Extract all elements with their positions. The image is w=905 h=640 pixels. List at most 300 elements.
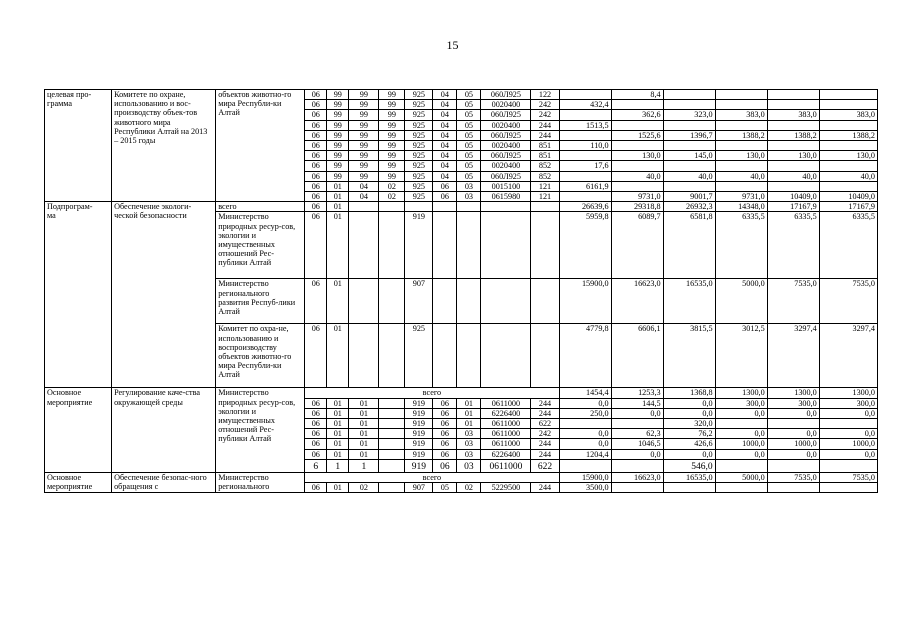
value-cell: 1513,5	[559, 120, 611, 130]
value-cell: 0,0	[819, 449, 877, 459]
code-cell: 99	[327, 141, 349, 151]
code-cell	[349, 202, 379, 212]
value-cell	[663, 181, 715, 191]
code-cell	[481, 324, 531, 388]
code-cell: 06	[305, 141, 327, 151]
code-cell: 925	[405, 181, 433, 191]
value-cell: 0,0	[767, 408, 819, 418]
code-cell: 244	[531, 449, 559, 459]
code-cell: 0020400	[481, 161, 531, 171]
code-cell: 0611000	[481, 439, 531, 449]
code-cell: 919	[405, 212, 433, 279]
code-cell: 242	[531, 429, 559, 439]
code-cell	[457, 212, 481, 279]
code-cell: 01	[349, 429, 379, 439]
code-cell: 01	[349, 398, 379, 408]
code-cell: 060Л925	[481, 171, 531, 181]
value-cell: 130,0	[819, 151, 877, 161]
value-cell: 62,3	[611, 429, 663, 439]
executor-cell: Министерство природных ресур-сов, экологии и имущественных отношений Рес-публики Алтай	[216, 212, 305, 279]
code-cell: 925	[405, 192, 433, 202]
code-cell: 244	[531, 439, 559, 449]
value-cell	[715, 161, 767, 171]
value-cell	[663, 100, 715, 110]
code-cell: 04	[433, 120, 457, 130]
code-cell: 060Л925	[481, 110, 531, 120]
code-cell: 06	[433, 449, 457, 459]
value-cell	[559, 419, 611, 429]
table-row	[45, 202, 878, 212]
code-cell: 907	[405, 483, 433, 493]
code-cell: 244	[531, 398, 559, 408]
program-name-cell: Обеспечение экологи-ческой безопасности	[112, 202, 216, 388]
value-cell	[663, 120, 715, 130]
value-cell: 29318,8	[611, 202, 663, 212]
program-type-cell: Подпрограм- ма	[45, 202, 112, 388]
code-cell	[379, 429, 405, 439]
code-cell: 99	[349, 100, 379, 110]
code-cell: 919	[405, 439, 433, 449]
value-cell	[767, 100, 819, 110]
code-cell: 05	[433, 483, 457, 493]
value-cell: 1388,2	[819, 130, 877, 140]
code-cell: 06	[305, 212, 327, 279]
code-cell: 05	[457, 130, 481, 140]
code-cell: 99	[379, 120, 405, 130]
code-cell: 02	[379, 181, 405, 191]
code-cell: 06	[305, 483, 327, 493]
code-cell: 01	[327, 398, 349, 408]
code-cell: 99	[327, 171, 349, 181]
value-cell: 6335,5	[819, 212, 877, 279]
value-cell	[819, 120, 877, 130]
value-cell: 4779,8	[559, 324, 611, 388]
value-cell: 0,0	[715, 429, 767, 439]
value-cell: 546,0	[663, 459, 715, 472]
code-cell: 06	[305, 192, 327, 202]
value-cell: 0,0	[819, 408, 877, 418]
code-cell: 03	[457, 192, 481, 202]
code-cell: 04	[433, 110, 457, 120]
code-cell: 99	[327, 120, 349, 130]
total-label-cell: всего	[305, 472, 559, 482]
budget-table	[44, 89, 878, 493]
code-cell: 919	[405, 419, 433, 429]
value-cell	[767, 419, 819, 429]
code-cell: 06	[305, 439, 327, 449]
value-cell: 3297,4	[767, 324, 819, 388]
code-cell: 6226400	[481, 408, 531, 418]
value-cell: 76,2	[663, 429, 715, 439]
code-cell: 060Л925	[481, 130, 531, 140]
code-cell: 99	[327, 130, 349, 140]
code-cell: 05	[457, 110, 481, 120]
code-cell: 919	[405, 449, 433, 459]
code-cell: 919	[405, 459, 433, 472]
value-cell: 383,0	[715, 110, 767, 120]
code-cell	[379, 459, 405, 472]
code-cell: 852	[531, 161, 559, 171]
executor-cell: Комитет по охра-не, использованию и воспроизводству объектов животно-го мира Республи-ки Алтай	[216, 324, 305, 388]
program-name-cell: Обеспечение безопас-ного обращения с	[112, 472, 216, 492]
value-cell	[819, 459, 877, 472]
code-cell: 622	[531, 459, 559, 472]
code-cell: 02	[457, 483, 481, 493]
value-cell	[611, 161, 663, 171]
table-row	[45, 472, 878, 482]
value-cell: 3815,5	[663, 324, 715, 388]
code-cell: 05	[457, 120, 481, 130]
code-cell: 99	[349, 151, 379, 161]
value-cell	[663, 141, 715, 151]
code-cell: 06	[433, 439, 457, 449]
code-cell	[531, 212, 559, 279]
code-cell: 060Л925	[481, 151, 531, 161]
value-cell: 145,0	[663, 151, 715, 161]
value-cell: 17167,9	[767, 202, 819, 212]
executor-cell: Министерство регионального	[216, 472, 305, 492]
code-cell: 06	[305, 90, 327, 100]
value-cell: 7535,0	[767, 279, 819, 324]
executor-cell: всего	[216, 202, 305, 212]
code-cell: 99	[349, 141, 379, 151]
value-cell	[767, 120, 819, 130]
code-cell: 01	[349, 439, 379, 449]
value-cell	[559, 151, 611, 161]
value-cell: 1368,8	[663, 388, 715, 398]
value-cell: 40,0	[767, 171, 819, 181]
code-cell	[379, 279, 405, 324]
code-cell: 925	[405, 151, 433, 161]
value-cell: 0,0	[559, 398, 611, 408]
code-cell: 060Л925	[481, 90, 531, 100]
value-cell: 1300,0	[715, 388, 767, 398]
value-cell: 0,0	[715, 449, 767, 459]
code-cell: 99	[379, 141, 405, 151]
value-cell: 3297,4	[819, 324, 877, 388]
value-cell: 0,0	[715, 408, 767, 418]
code-cell: 06	[433, 408, 457, 418]
value-cell: 1253,3	[611, 388, 663, 398]
code-cell: 06	[433, 419, 457, 429]
code-cell: 01	[327, 449, 349, 459]
value-cell	[819, 141, 877, 151]
code-cell: 0611000	[481, 419, 531, 429]
code-cell	[433, 279, 457, 324]
value-cell: 5959,8	[559, 212, 611, 279]
value-cell: 300,0	[819, 398, 877, 408]
code-cell: 01	[327, 212, 349, 279]
value-cell: 14348,0	[715, 202, 767, 212]
value-cell	[559, 130, 611, 140]
code-cell: 0611000	[481, 398, 531, 408]
code-cell: 01	[327, 483, 349, 493]
code-cell	[481, 202, 531, 212]
code-cell: 04	[349, 181, 379, 191]
value-cell: 0,0	[767, 449, 819, 459]
code-cell: 04	[433, 90, 457, 100]
value-cell: 250,0	[559, 408, 611, 418]
code-cell: 925	[405, 120, 433, 130]
page-number: 15	[446, 38, 459, 52]
code-cell: 01	[327, 192, 349, 202]
code-cell: 99	[379, 130, 405, 140]
value-cell	[715, 100, 767, 110]
value-cell	[715, 181, 767, 191]
code-cell: 06	[305, 120, 327, 130]
code-cell: 05	[457, 100, 481, 110]
code-cell	[379, 324, 405, 388]
code-cell: 05	[457, 151, 481, 161]
code-cell: 04	[433, 171, 457, 181]
code-cell: 02	[349, 483, 379, 493]
value-cell	[715, 419, 767, 429]
value-cell: 0,0	[663, 408, 715, 418]
code-cell: 925	[405, 110, 433, 120]
code-cell	[433, 324, 457, 388]
value-cell: 10409,0	[819, 192, 877, 202]
code-cell	[349, 279, 379, 324]
code-cell: 0020400	[481, 141, 531, 151]
code-cell: 06	[433, 181, 457, 191]
code-cell: 925	[405, 171, 433, 181]
code-cell	[433, 212, 457, 279]
program-type-cell: целевая про- грамма	[45, 90, 112, 202]
code-cell: 05	[457, 161, 481, 171]
code-cell: 06	[305, 429, 327, 439]
value-cell	[611, 419, 663, 429]
value-cell: 15900,0	[559, 279, 611, 324]
value-cell	[715, 483, 767, 493]
code-cell: 99	[327, 110, 349, 120]
code-cell: 06	[305, 181, 327, 191]
value-cell: 130,0	[767, 151, 819, 161]
value-cell: 9731,0	[715, 192, 767, 202]
code-cell	[457, 324, 481, 388]
executor-cell: Министерство регионального развития Респуб-лики Алтай	[216, 279, 305, 324]
code-cell: 06	[433, 429, 457, 439]
value-cell	[611, 141, 663, 151]
value-cell	[611, 120, 663, 130]
value-cell: 0,0	[559, 439, 611, 449]
code-cell: 04	[349, 192, 379, 202]
value-cell	[819, 181, 877, 191]
value-cell: 362,6	[611, 110, 663, 120]
code-cell: 01	[327, 324, 349, 388]
value-cell: 0,0	[611, 408, 663, 418]
code-cell: 1	[327, 459, 349, 472]
value-cell: 16535,0	[663, 472, 715, 482]
code-cell: 05	[457, 141, 481, 151]
code-cell: 99	[349, 110, 379, 120]
value-cell: 323,0	[663, 110, 715, 120]
value-cell	[611, 459, 663, 472]
value-cell: 10409,0	[767, 192, 819, 202]
code-cell: 0615980	[481, 192, 531, 202]
code-cell: 851	[531, 151, 559, 161]
value-cell: 16535,0	[663, 279, 715, 324]
code-cell: 99	[379, 90, 405, 100]
value-cell	[819, 419, 877, 429]
value-cell: 383,0	[767, 110, 819, 120]
code-cell: 06	[305, 130, 327, 140]
code-cell: 03	[457, 459, 481, 472]
value-cell: 8,4	[611, 90, 663, 100]
code-cell	[349, 212, 379, 279]
code-cell: 06	[305, 202, 327, 212]
value-cell: 7535,0	[767, 472, 819, 482]
value-cell: 300,0	[715, 398, 767, 408]
code-cell: 622	[531, 419, 559, 429]
code-cell: 99	[327, 151, 349, 161]
value-cell: 40,0	[819, 171, 877, 181]
value-cell	[715, 120, 767, 130]
value-cell: 1000,0	[767, 439, 819, 449]
code-cell: 01	[349, 419, 379, 429]
executor-cell: объектов животно-го мира Республи-ки Алтай	[216, 90, 305, 202]
code-cell: 04	[433, 100, 457, 110]
value-cell: 432,4	[559, 100, 611, 110]
code-cell: 06	[433, 459, 457, 472]
value-cell	[819, 90, 877, 100]
value-cell: 1454,4	[559, 388, 611, 398]
code-cell: 99	[379, 161, 405, 171]
value-cell	[767, 90, 819, 100]
value-cell: 15900,0	[559, 472, 611, 482]
value-cell: 6606,1	[611, 324, 663, 388]
code-cell: 99	[379, 100, 405, 110]
code-cell: 99	[349, 161, 379, 171]
code-cell: 01	[327, 202, 349, 212]
budget-table-body	[45, 90, 878, 493]
value-cell: 16623,0	[611, 279, 663, 324]
code-cell	[379, 212, 405, 279]
code-cell	[481, 279, 531, 324]
code-cell: 244	[531, 483, 559, 493]
code-cell: 99	[349, 130, 379, 140]
value-cell	[819, 161, 877, 171]
value-cell	[767, 459, 819, 472]
value-cell	[715, 141, 767, 151]
code-cell: 907	[405, 279, 433, 324]
code-cell: 925	[405, 324, 433, 388]
code-cell: 04	[433, 161, 457, 171]
code-cell: 06	[305, 449, 327, 459]
value-cell: 6581,8	[663, 212, 715, 279]
table-row	[45, 90, 878, 100]
value-cell: 6161,9	[559, 181, 611, 191]
program-type-cell: Основное мероприятие	[45, 388, 112, 472]
value-cell: 26932,3	[663, 202, 715, 212]
code-cell: 06	[433, 398, 457, 408]
value-cell	[559, 171, 611, 181]
value-cell: 1300,0	[819, 388, 877, 398]
code-cell: 99	[327, 100, 349, 110]
code-cell: 02	[379, 192, 405, 202]
code-cell	[531, 202, 559, 212]
value-cell	[611, 181, 663, 191]
code-cell: 01	[457, 419, 481, 429]
code-cell	[379, 408, 405, 418]
value-cell: 130,0	[715, 151, 767, 161]
value-cell	[611, 483, 663, 493]
code-cell: 99	[379, 110, 405, 120]
program-name-cell: Комитете по охране, использованию и вос-производству объек-тов животного мира Республики Алтай на 2013 – 2015 годы	[112, 90, 216, 202]
code-cell: 6	[305, 459, 327, 472]
code-cell	[405, 202, 433, 212]
code-cell	[457, 279, 481, 324]
code-cell: 99	[349, 90, 379, 100]
program-type-cell: Основное мероприятие	[45, 472, 112, 492]
code-cell: 06	[305, 151, 327, 161]
code-cell: 244	[531, 408, 559, 418]
value-cell: 1388,2	[715, 130, 767, 140]
code-cell: 852	[531, 171, 559, 181]
table-row	[45, 388, 878, 398]
code-cell: 0020400	[481, 120, 531, 130]
value-cell: 7535,0	[819, 279, 877, 324]
value-cell	[663, 90, 715, 100]
value-cell	[559, 110, 611, 120]
value-cell	[715, 459, 767, 472]
value-cell	[767, 141, 819, 151]
code-cell: 0611000	[481, 459, 531, 472]
code-cell: 0020400	[481, 100, 531, 110]
code-cell: 121	[531, 192, 559, 202]
code-cell	[379, 419, 405, 429]
value-cell	[663, 161, 715, 171]
value-cell	[559, 90, 611, 100]
code-cell: 851	[531, 141, 559, 151]
value-cell: 9001,7	[663, 192, 715, 202]
code-cell: 01	[349, 408, 379, 418]
code-cell	[481, 212, 531, 279]
code-cell: 242	[531, 100, 559, 110]
code-cell: 06	[305, 161, 327, 171]
value-cell	[767, 483, 819, 493]
code-cell: 925	[405, 141, 433, 151]
value-cell: 320,0	[663, 419, 715, 429]
value-cell: 0,0	[663, 398, 715, 408]
value-cell	[611, 100, 663, 110]
code-cell: 01	[327, 279, 349, 324]
value-cell: 0,0	[559, 429, 611, 439]
code-cell: 06	[305, 324, 327, 388]
value-cell: 1046,5	[611, 439, 663, 449]
code-cell: 99	[379, 151, 405, 161]
value-cell: 7535,0	[819, 472, 877, 482]
code-cell	[531, 279, 559, 324]
value-cell	[559, 192, 611, 202]
code-cell: 06	[433, 192, 457, 202]
value-cell: 3500,0	[559, 483, 611, 493]
code-cell: 925	[405, 90, 433, 100]
code-cell	[379, 449, 405, 459]
value-cell	[715, 90, 767, 100]
value-cell: 1525,6	[611, 130, 663, 140]
code-cell	[379, 398, 405, 408]
value-cell: 426,6	[663, 439, 715, 449]
value-cell: 6335,5	[767, 212, 819, 279]
code-cell	[379, 439, 405, 449]
code-cell: 242	[531, 110, 559, 120]
value-cell: 40,0	[715, 171, 767, 181]
value-cell	[819, 483, 877, 493]
code-cell: 99	[327, 161, 349, 171]
code-cell: 01	[327, 181, 349, 191]
code-cell: 05	[457, 171, 481, 181]
code-cell: 06	[305, 408, 327, 418]
